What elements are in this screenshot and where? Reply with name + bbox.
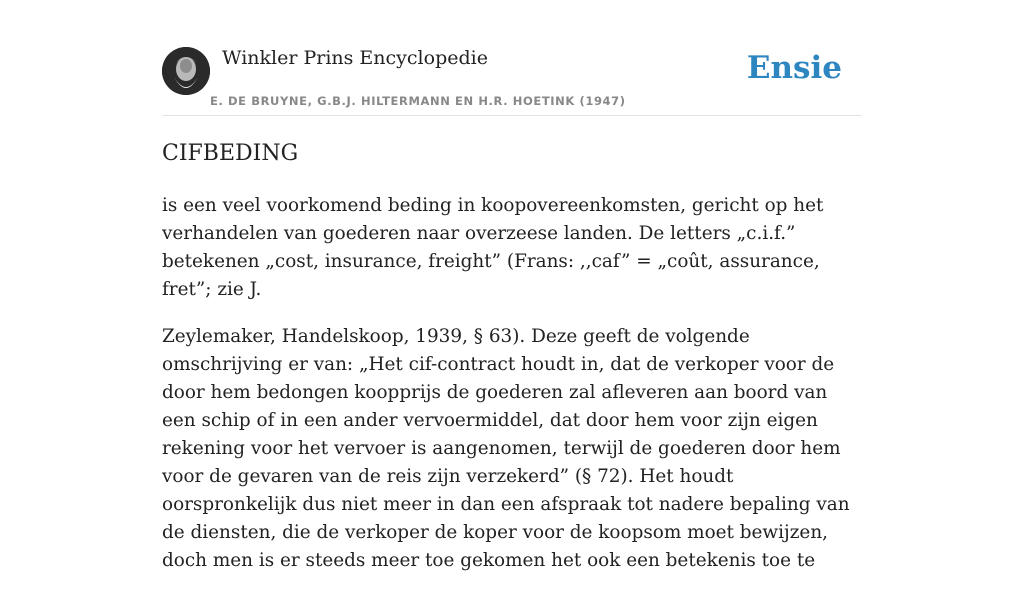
author-portrait <box>162 47 210 95</box>
brand-logo[interactable]: Ensie <box>746 50 842 86</box>
article-title: CIFBEDING <box>162 141 299 166</box>
article-paragraph: Zeylemaker, Handelskoop, 1939, § 63). Deze geeft de volgende omschrijving er van: „Het cif-contract houdt in, dat de verkoper voor de door hem bedongen koopprijs de goederen zal afleveren aan boord van een schip of in een ander vervoermiddel, dat door hem voor zijn eigen rekening voor het vervoer is aangenomen, terwijl de goederen door hem voor de gevaren van de reis zijn verzekerd” (§ 72). Het houdt oorspronkelijk dus niet meer in dan een afspraak tot nadere bepaling van de diensten, die de verkoper de koper voor de koopsom moet bewijzen, doch men is er steeds meer toe gekomen het ook een betekenis toe te <box>162 326 850 571</box>
header-divider <box>162 115 862 116</box>
authors-line: E. DE BRUYNE, G.B.J. HILTERMANN EN H.R. HOETINK (1947) <box>210 94 626 108</box>
site-name[interactable]: Winkler Prins Encyclopedie <box>222 47 488 69</box>
article-paragraph: is een veel voorkomend beding in koopovereenkomsten, gericht op het verhandelen van goederen naar overzeese landen. De letters „c.i.f.” betekenen „cost, insurance, freight” (Frans: ,,caf” = „coût, assurance, fret”; zie J. <box>162 195 824 300</box>
portrait-image <box>162 47 210 95</box>
article-body <box>162 192 862 594</box>
